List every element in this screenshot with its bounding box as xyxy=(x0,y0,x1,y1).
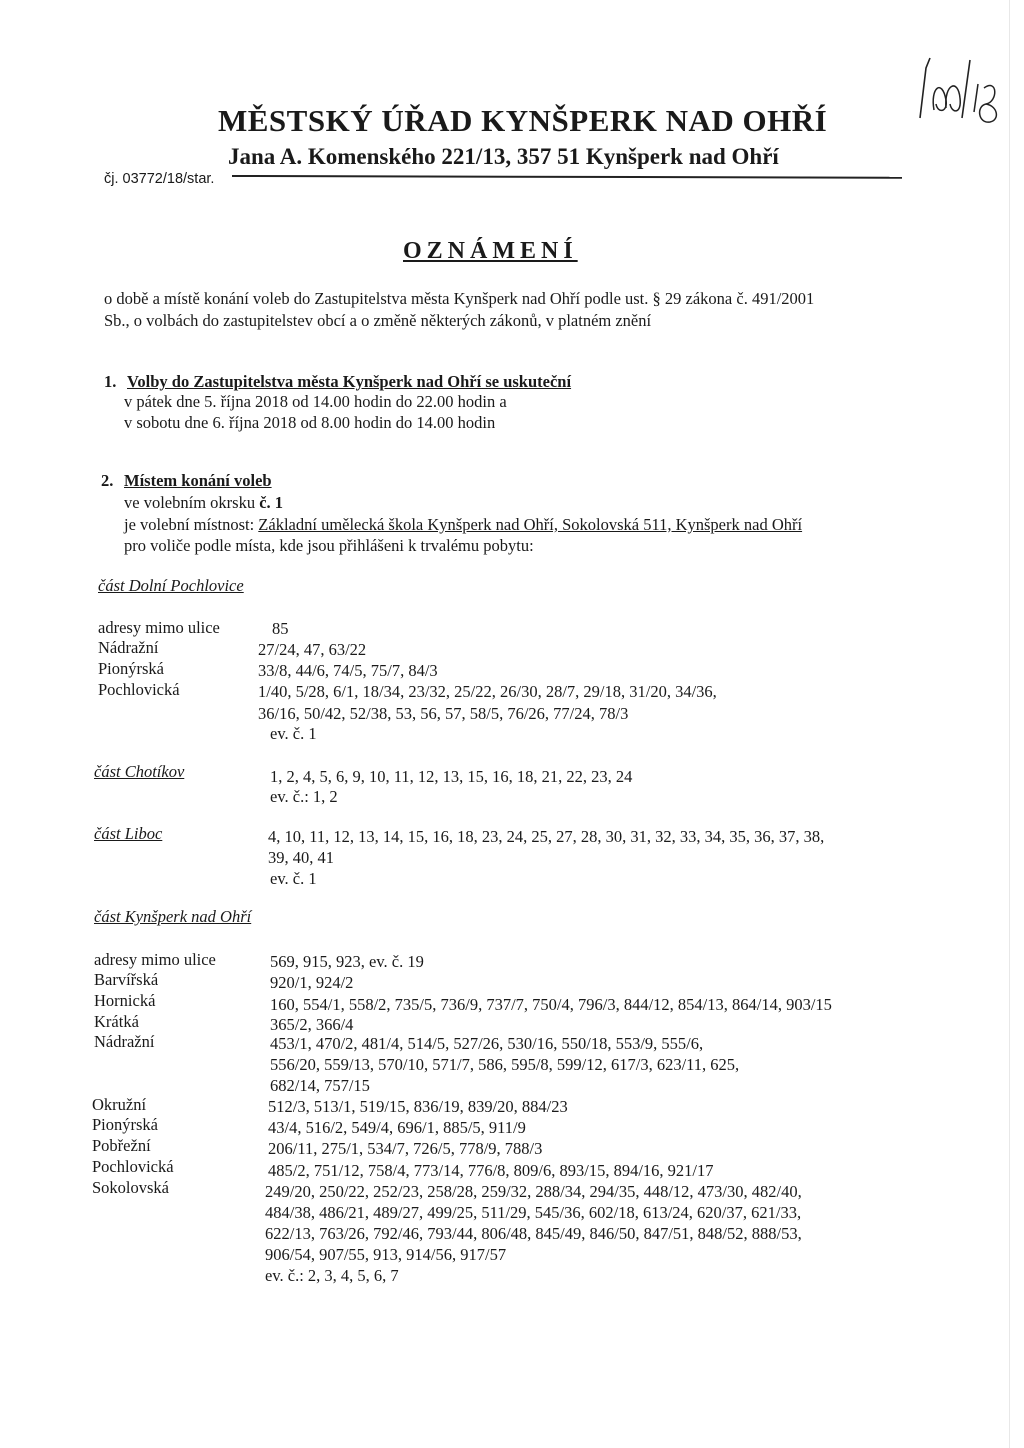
street-name: Pochlovická xyxy=(98,680,180,699)
house-numbers: 85 xyxy=(272,619,289,638)
house-numbers: 512/3, 513/1, 519/15, 836/19, 839/20, 884/23 xyxy=(268,1097,568,1116)
house-numbers: 484/38, 486/21, 489/27, 499/25, 511/29, 545/36, 602/18, 613/24, 620/37, 621/33, xyxy=(265,1203,802,1222)
house-numbers: 365/2, 366/4 xyxy=(270,1015,354,1034)
office-address: Jana A. Komenského 221/13, 357 51 Kynšperk nad Ohří xyxy=(228,144,779,169)
intro-line-1: o době a místě konání voleb do Zastupitelstva města Kynšperk nad Ohří podle ust. § 29 zákona č. 491/2001 xyxy=(104,289,815,308)
handwritten-annotation xyxy=(912,48,1002,128)
district-label: ve volebním okrsku xyxy=(124,493,260,512)
house-numbers: 622/13, 763/26, 792/46, 793/44, 806/48, 845/49, 846/50, 847/51, 848/52, 888/53, xyxy=(265,1224,802,1243)
house-numbers: 36/16, 50/42, 52/38, 53, 56, 57, 58/5, 76/26, 77/24, 78/3 xyxy=(258,704,629,723)
part-liboc: část Liboc xyxy=(94,824,163,843)
section-2-number: 2. xyxy=(101,471,114,490)
house-numbers: 920/1, 924/2 xyxy=(270,973,354,992)
house-numbers: 453/1, 470/2, 481/4, 514/5, 527/26, 530/16, 550/18, 553/9, 555/6, xyxy=(270,1034,704,1053)
reference-number: čj. 03772/18/star. xyxy=(104,171,215,187)
street-name: Hornická xyxy=(94,991,156,1010)
house-numbers: 39, 40, 41 xyxy=(268,848,334,867)
house-numbers: 556/20, 559/13, 570/10, 571/7, 586, 595/8, 599/12, 617/3, 623/11, 625, xyxy=(270,1055,740,1074)
house-numbers: 1/40, 5/28, 6/1, 18/34, 23/32, 25/22, 26/30, 28/7, 29/18, 31/20, 34/36, xyxy=(258,682,717,701)
polling-room-label: je volební místnost: xyxy=(124,515,259,534)
street-name: adresy mimo ulice xyxy=(98,618,220,637)
header-rule xyxy=(232,175,902,179)
house-numbers: 249/20, 250/22, 252/23, 258/28, 259/32, 288/34, 294/35, 448/12, 473/30, 482/40, xyxy=(265,1182,802,1201)
house-numbers: 569, 915, 923, ev. č. 19 xyxy=(270,952,424,971)
house-numbers: ev. č. 1 xyxy=(270,869,317,888)
house-numbers: 1, 2, 4, 5, 6, 9, 10, 11, 12, 13, 15, 16, 18, 21, 22, 23, 24 xyxy=(270,767,633,786)
office-title: MĚSTSKÝ ÚŘAD KYNŠPERK NAD OHŘÍ xyxy=(218,103,828,138)
street-name: Pionýrská xyxy=(92,1115,158,1134)
section-2-line-3: pro voliče podle místa, kde jsou přihlášeni k trvalému pobytu: xyxy=(124,536,534,555)
notice-heading: OZNÁMENÍ xyxy=(403,238,578,264)
page-edge-line xyxy=(1009,0,1010,1448)
intro-line-2: Sb., o volbách do zastupitelstev obcí a o změně některých zákonů, v platném znění xyxy=(104,311,652,330)
part-dolni-pochlovice: část Dolní Pochlovice xyxy=(98,576,244,595)
house-numbers: 485/2, 751/12, 758/4, 773/14, 776/8, 809/6, 893/15, 894/16, 921/17 xyxy=(268,1161,714,1180)
street-name: Pionýrská xyxy=(98,659,164,678)
district-number: č. 1 xyxy=(259,493,284,512)
street-name: Okružní xyxy=(92,1095,147,1114)
section-1-number: 1. xyxy=(104,372,117,391)
street-name: adresy mimo ulice xyxy=(94,950,216,969)
part-chotikov: část Chotíkov xyxy=(94,762,185,781)
section-1-line-1: v pátek dne 5. října 2018 od 14.00 hodin do 22.00 hodin a xyxy=(124,392,507,411)
section-2-line-1 xyxy=(124,493,283,513)
house-numbers: ev. č.: 2, 3, 4, 5, 6, 7 xyxy=(265,1266,399,1285)
house-numbers: ev. č.: 1, 2 xyxy=(270,787,338,806)
street-name: Pochlovická xyxy=(92,1157,174,1176)
house-numbers: 43/4, 516/2, 549/4, 696/1, 885/5, 911/9 xyxy=(268,1118,526,1137)
street-name: Barvířská xyxy=(94,970,159,989)
house-numbers: ev. č. 1 xyxy=(270,724,317,743)
street-name: Nádražní xyxy=(98,638,159,657)
street-name: Nádražní xyxy=(94,1032,155,1051)
house-numbers: 206/11, 275/1, 534/7, 726/5, 778/9, 788/3 xyxy=(268,1139,543,1158)
house-numbers: 4, 10, 11, 12, 13, 14, 15, 16, 18, 23, 24, 25, 27, 28, 30, 31, 32, 33, 34, 35, 36, 37, 38, xyxy=(268,827,825,846)
house-numbers: 906/54, 907/55, 913, 914/56, 917/57 xyxy=(265,1245,507,1264)
section-2-line-2 xyxy=(124,515,802,535)
part-kynsperk: část Kynšperk nad Ohří xyxy=(94,907,252,926)
house-numbers: 682/14, 757/15 xyxy=(270,1076,370,1095)
house-numbers: 33/8, 44/6, 74/5, 75/7, 84/3 xyxy=(258,661,438,680)
house-numbers: 27/24, 47, 63/22 xyxy=(258,640,367,659)
section-2-heading: Místem konání voleb xyxy=(124,471,272,490)
street-name: Sokolovská xyxy=(92,1178,170,1197)
house-numbers: 160, 554/1, 558/2, 735/5, 736/9, 737/7, 750/4, 796/3, 844/12, 854/13, 864/14, 903/15 xyxy=(270,995,832,1014)
section-1-heading: Volby do Zastupitelstva města Kynšperk nad Ohří se uskuteční xyxy=(127,372,572,391)
section-1-line-2: v sobotu dne 6. října 2018 od 8.00 hodin do 14.00 hodin xyxy=(124,413,496,432)
street-name: Pobřežní xyxy=(92,1136,151,1155)
polling-room-place: Základní umělecká škola Kynšperk nad Ohří, Sokolovská 511, Kynšperk nad Ohří xyxy=(258,515,803,534)
street-name: Krátká xyxy=(94,1012,139,1031)
